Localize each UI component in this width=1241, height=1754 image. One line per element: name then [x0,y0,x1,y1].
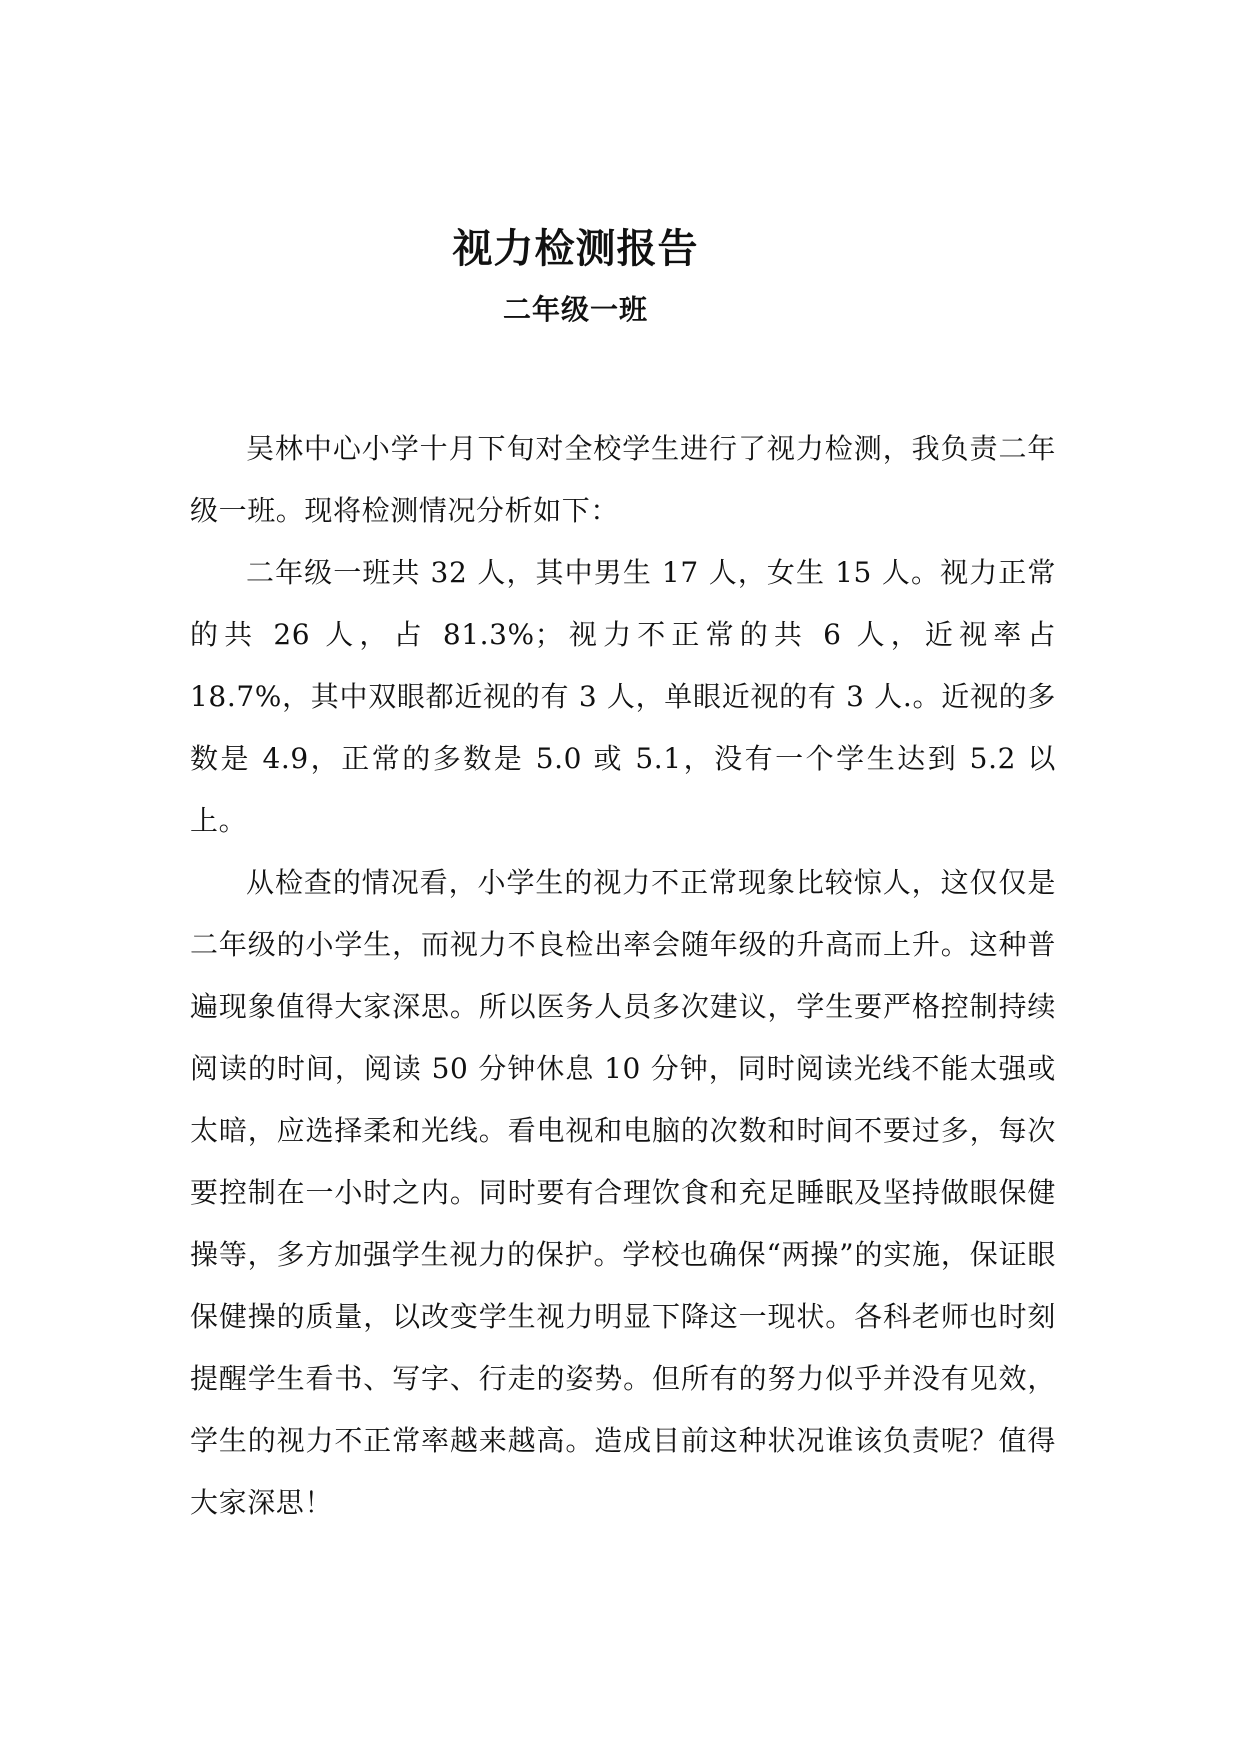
paragraph-analysis: 从检查的情况看，小学生的视力不正常现象比较惊人，这仅仅是二年级的小学生，而视力不良检出率会随年级的升高而上升。这种普遍现象值得大家深思。所以医务人员多次建议，学生要严格控制持续阅读的时间，阅读 50 分钟休息 10 分钟，同时阅读光线不能太强或太暗，应选择柔和光线。看电视和电脑的次数和时间不要过多，每次要控制在一小时之内。同时要有合理饮食和充足睡眠及坚持做眼保健操等，多方加强学生视力的保护。学校也确保“两操”的实施，保证眼保健操的质量，以改变学生视力明显下降这一现状。各科老师也时刻提醒学生看书、写字、行走的姿势。但所有的努力似乎并没有见效，学生的视力不正常率越来越高。造成目前这种状况谁该负责呢？值得大家深思！ [190,866,1056,1519]
paragraph-intro: 吴林中心小学十月下旬对全校学生进行了视力检测，我负责二年级一班。现将检测情况分析如下： [190,432,1056,527]
document-title: 视力检测报告 [452,225,699,272]
document-subtitle: 二年级一班 [502,293,648,326]
paragraph-statistics: 二年级一班共 32 人，其中男生 17 人，女生 15 人。视力正常的共 26 人，占 81.3%；视力不正常的共 6 人，近视率占 18.7%，其中双眼都近视的有 3 人，单眼近视的有 3 人.。近视的多数是 4.9，正常的多数是 5.0 或 5.1，没有一个学生达到 5.2 以上。 [190,556,1056,837]
document-body [190,418,1056,1534]
